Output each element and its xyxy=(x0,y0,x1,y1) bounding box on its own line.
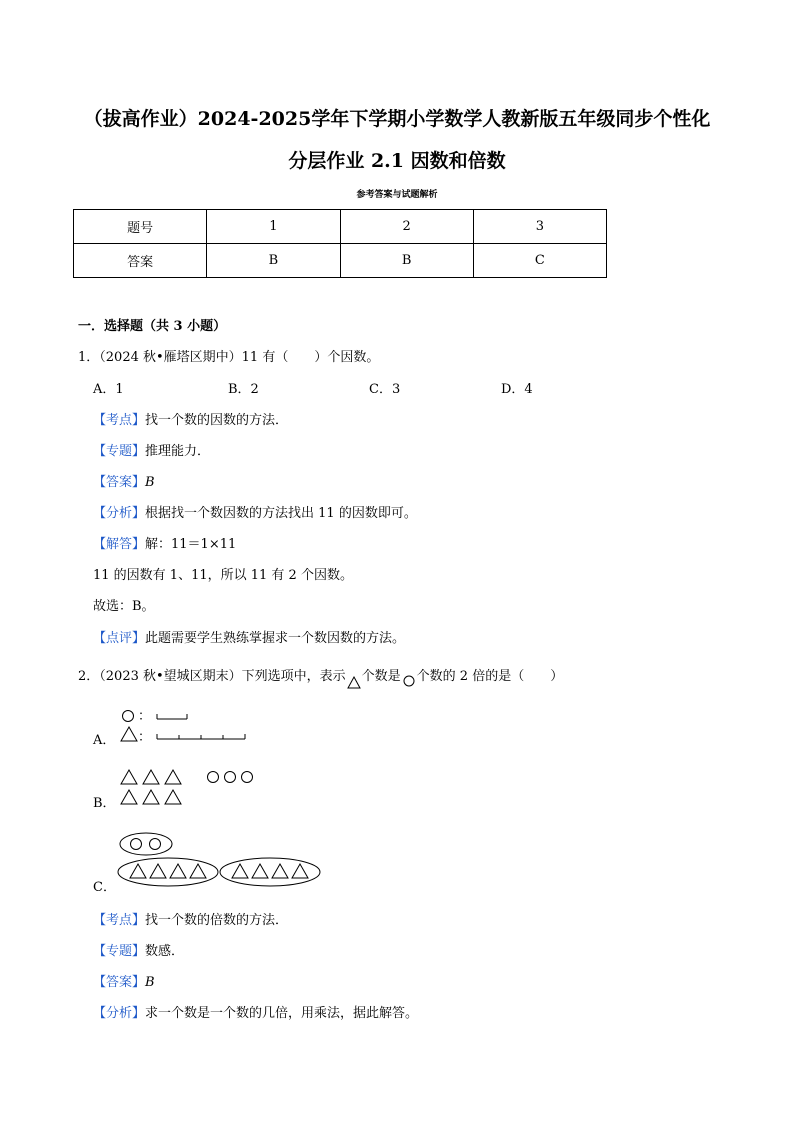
q1-jieda-line2: 11 的因数有 1、11，所以 11 有 2 个因数。 xyxy=(93,568,353,583)
table-header-cell: 答案 xyxy=(74,244,207,278)
dianping-text: 此题需要学生熟练掌握求一个数因数的方法。 xyxy=(145,631,406,646)
zhuanti-tag: 【专题】 xyxy=(93,944,146,959)
table-cell: C xyxy=(473,244,606,278)
q2-zhuanti xyxy=(93,943,184,961)
q2-kaodian xyxy=(93,912,288,930)
q2-stem-part1: 2．（2023 秋•望城区期末）下列选项中，表示 xyxy=(78,669,346,684)
triangle-icon xyxy=(120,726,138,742)
circle-icon xyxy=(225,772,236,783)
circle-icon xyxy=(131,839,142,850)
circle-group-ellipse xyxy=(119,832,175,856)
triangle-icon xyxy=(150,864,166,878)
q1-option-a: A．1 xyxy=(93,382,124,397)
q1-daan xyxy=(93,474,155,492)
circle-icon xyxy=(208,772,219,783)
daan-text: B xyxy=(145,975,155,990)
segment-bar-4 xyxy=(156,731,256,741)
table-header-cell: 题号 xyxy=(74,210,207,244)
fenxi-text: 求一个数是一个数的几倍，用乘法，据此解答。 xyxy=(145,1006,419,1021)
table-cell: 1 xyxy=(207,210,340,244)
triangle-icon xyxy=(170,864,186,878)
table-cell: 2 xyxy=(340,210,473,244)
triangle-icon xyxy=(252,864,268,878)
triangle-icon xyxy=(165,770,181,784)
triangle-icon xyxy=(292,864,308,878)
q1-option-d: D．4 xyxy=(501,382,533,397)
segment-bar-1 xyxy=(156,711,196,721)
jieda-tag: 【解答】 xyxy=(93,537,146,552)
q2-daan xyxy=(93,974,155,992)
triangle-icon xyxy=(121,770,137,784)
kaodian-tag: 【考点】 xyxy=(93,413,146,428)
question-1-stem: 1．（2024 秋•雁塔区期中）11 有（ ）个因数。 xyxy=(78,350,380,365)
table-cell: 3 xyxy=(473,210,606,244)
q1-jieda xyxy=(93,536,236,554)
q1-fenxi xyxy=(93,505,417,523)
q1-dianping xyxy=(93,630,405,648)
dianping-tag: 【点评】 xyxy=(93,631,146,646)
q1-jieda-line3: 故选：B。 xyxy=(93,599,155,614)
document-title-line1: （拔高作业）2024-2025学年下学期小学数学人教新版五年级同步个性化 xyxy=(83,108,711,130)
q1-option-c: C．3 xyxy=(369,382,401,397)
answer-table xyxy=(73,209,607,278)
triangle-group-ellipse-1 xyxy=(117,857,221,887)
fenxi-text: 根据找一个数因数的方法找出 11 的因数即可。 xyxy=(145,506,417,521)
triangle-icon xyxy=(165,790,181,804)
section-heading: 一．选择题（共 3 小题） xyxy=(78,319,227,334)
kaodian-tag: 【考点】 xyxy=(93,913,146,928)
q2-stem-part2: 个数是 xyxy=(361,669,401,684)
triangle-row-2 xyxy=(120,789,186,805)
q1-kaodian xyxy=(93,412,288,430)
triangle-icon xyxy=(272,864,288,878)
triangle-icon xyxy=(232,864,248,878)
circle-row xyxy=(206,770,258,784)
question-2-stem xyxy=(78,668,563,686)
kaodian-text: 找一个数的因数的方法． xyxy=(145,413,289,428)
circle-icon xyxy=(121,709,135,723)
q1-zhuanti xyxy=(93,443,210,461)
triangle-group-ellipse-2 xyxy=(219,857,323,887)
q2-option-c-label: C． xyxy=(93,880,116,895)
zhuanti-text: 数感． xyxy=(145,944,185,959)
triangle-icon xyxy=(143,790,159,804)
triangle-icon xyxy=(121,790,137,804)
circle-icon xyxy=(150,839,161,850)
daan-tag: 【答案】 xyxy=(93,475,146,490)
q2-option-b-label: B． xyxy=(93,796,116,811)
document-title-line2: 分层作业 2.1 因数和倍数 xyxy=(288,150,506,172)
q2-a-colon-2: ： xyxy=(138,730,152,745)
kaodian-text: 找一个数的倍数的方法． xyxy=(145,913,289,928)
document-subtitle: 参考答案与试题解析 xyxy=(356,190,438,200)
zhuanti-tag: 【专题】 xyxy=(93,444,146,459)
table-cell: B xyxy=(207,244,340,278)
circle-icon xyxy=(242,772,253,783)
triangle-row-1 xyxy=(120,769,186,785)
jieda-text: 解：11＝1×11 xyxy=(145,537,237,552)
table-row xyxy=(74,244,607,278)
q2-stem-part3: 个数的 2 倍的是（ ） xyxy=(416,669,564,684)
table-cell: B xyxy=(340,244,473,278)
triangle-icon xyxy=(190,864,206,878)
fenxi-tag: 【分析】 xyxy=(93,1006,146,1021)
daan-text: B xyxy=(145,475,155,490)
daan-tag: 【答案】 xyxy=(93,975,146,990)
fenxi-tag: 【分析】 xyxy=(93,506,146,521)
table-row xyxy=(74,210,607,244)
q2-option-a-label: A． xyxy=(93,733,116,748)
q2-a-colon-1: ： xyxy=(138,709,152,724)
q1-option-b: B．2 xyxy=(228,382,259,397)
triangle-icon xyxy=(143,770,159,784)
zhuanti-text: 推理能力． xyxy=(145,444,211,459)
triangle-icon xyxy=(130,864,146,878)
q2-fenxi xyxy=(93,1005,418,1023)
